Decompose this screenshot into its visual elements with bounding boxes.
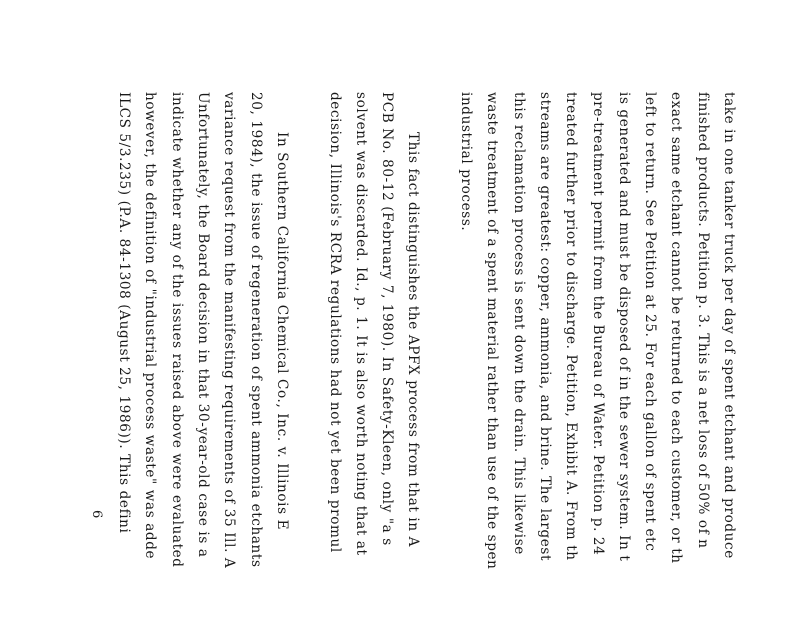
text-line: pre-treatment permit from the Bureau of Water. Petition p. 24	[589, 92, 606, 556]
text-line: streams are greatest: copper, ammonia, and brine. The largest	[536, 92, 553, 562]
text-line: 20, 1984), the issue of regeneration of spent ammonia etchants	[247, 92, 264, 568]
text-line: PCB No. 80-12 (February 7, 1980). In Safety-Kleen, only "a s	[379, 92, 396, 546]
text-line: ILCS 5/3.235) (P.A. 84-1308 (August 25, 1986)). This defini	[116, 92, 133, 534]
text-line: exact same etchant cannot be returned to each customer, or th	[668, 92, 685, 564]
text-line: solvent was discarded. Id., p. 1. It is also worth noting that at	[352, 92, 369, 556]
text-line: left to return. See Petition at 25. For each gallon of spent etc	[642, 92, 659, 552]
text-line: In Southern California Chemical Co., Inc. v. Illinois E	[273, 132, 290, 531]
text-line: indicate whether any of the issues raised above were evaluated	[168, 92, 185, 568]
text-line: variance request from the manifesting requirements of 35 Ill. A	[221, 92, 238, 569]
text-line: decision, Illinois's RCRA regulations had not yet been promul	[326, 92, 343, 553]
page-number: 6	[88, 510, 104, 519]
text-line: this reclamation process is sent down the drain. This likewise	[510, 92, 527, 555]
paragraph-gap	[426, 92, 452, 618]
text-line: however, the definition of "industrial process waste" was adde	[142, 92, 159, 560]
rotated-text-block	[81, 92, 742, 618]
text-line: Unfortunately, the Board decision in that 30-year-old case is a	[195, 92, 212, 558]
text-line: is generated and must be disposed of in the sewer system. In t	[615, 92, 632, 562]
text-line: finished products. Petition p. 3. This is a net loss of 50% of n	[694, 92, 711, 549]
text-line: treated further prior to discharge. Petition, Exhibit A. From th	[563, 92, 580, 561]
text-line: This fact distinguishes the APFX process from that in A	[405, 132, 422, 548]
paragraph-gap	[295, 92, 321, 618]
text-line: take in one tanker truck per day of spent etchant and produce	[721, 92, 737, 559]
text-line: waste treatment of a spent material rather than use of the spen	[484, 92, 501, 570]
text-line: industrial process.	[458, 92, 475, 232]
